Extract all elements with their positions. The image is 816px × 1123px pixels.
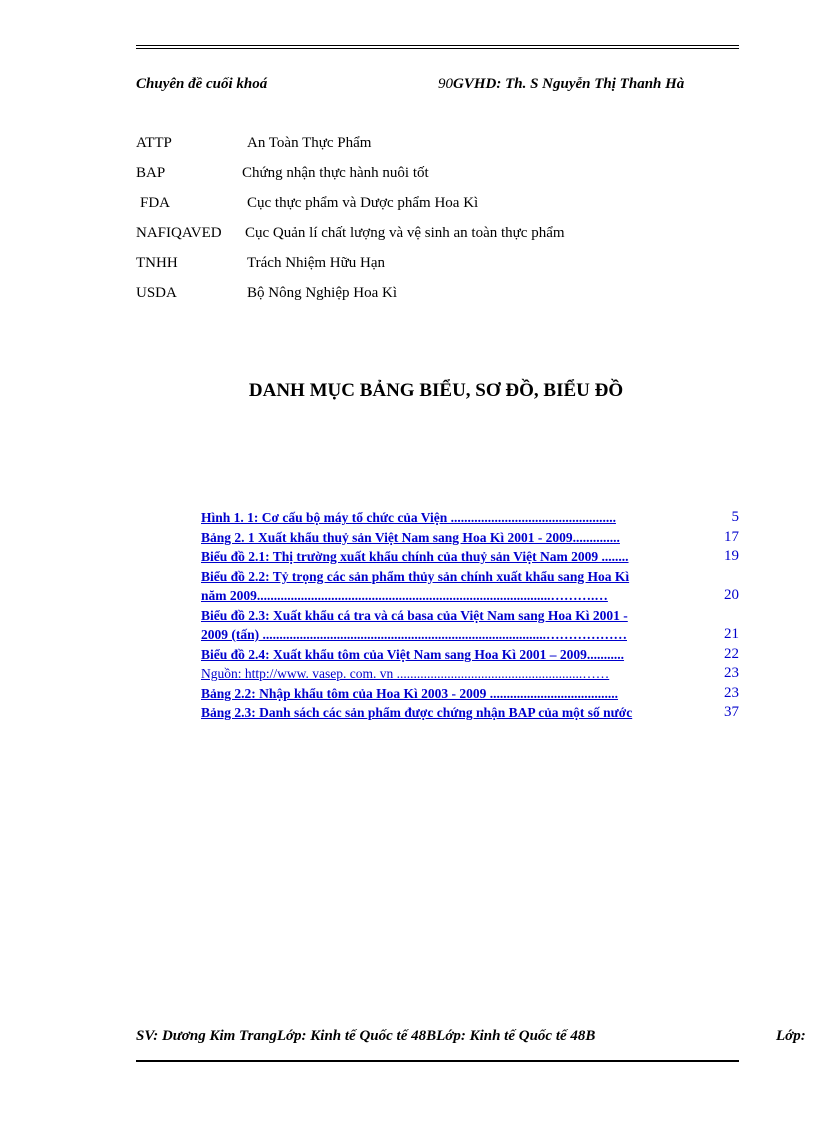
header-rule — [136, 45, 739, 49]
abbreviation-desc: Chứng nhận thực hành nuôi tốt — [242, 165, 429, 181]
abbreviation-code: TNHH — [136, 255, 178, 271]
footer-student-info: SV: Dương Kim TrangLớp: Kinh tế Quốc tế 48BLớp: Kinh tế Quốc tế 48B — [136, 1028, 596, 1044]
toc-page-number: 19 — [724, 548, 739, 564]
header-supervisor — [438, 76, 684, 93]
toc-link-text: Biểu đồ 2.1: Thị trường xuất khẩu chính của thuỷ sản Việt Nam 2009 ........ — [201, 549, 629, 564]
toc-link[interactable] — [201, 625, 741, 645]
toc-link-text: Nguồn: http://www. vasep. com. vn .......................................................…… — [201, 666, 610, 681]
toc-link-text: Biểu đồ 2.2: Tỷ trọng các sản phẩm thủy sản chính xuất khẩu sang Hoa Kì — [201, 568, 630, 584]
toc-link[interactable] — [201, 508, 741, 528]
toc-page-number: 37 — [724, 704, 739, 720]
page-footer — [136, 1028, 816, 1045]
abbreviation-desc: Cục thực phẩm và Dược phẩm Hoa Kì — [247, 195, 479, 211]
supervisor-name: GVHD: Th. S Nguyễn Thị Thanh Hà — [453, 76, 685, 92]
toc-link[interactable] — [201, 703, 741, 723]
toc-page-number: 20 — [724, 587, 739, 603]
toc-link-text: Bảng 2. 1 Xuất khẩu thuỷ sản Việt Nam sang Hoa Kì 2001 - 2009.............. — [201, 529, 620, 545]
toc-link[interactable] — [201, 664, 741, 684]
toc-link[interactable] — [201, 586, 741, 606]
abbreviation-desc: Trách Nhiệm Hữu Hạn — [247, 255, 385, 271]
toc-link-text: Hình 1. 1: Cơ cấu bộ máy tổ chức của Viện ................................................. — [201, 510, 616, 525]
toc-link-text: Bảng 2.2: Nhập khẩu tôm của Hoa Kì 2003 - 2009 ...................................... — [201, 685, 619, 701]
table-of-figures — [201, 508, 741, 723]
toc-page-number: 5 — [731, 509, 739, 525]
toc-link[interactable] — [201, 567, 741, 587]
toc-link[interactable] — [201, 547, 741, 567]
toc-link[interactable] — [201, 606, 741, 626]
abbreviation-code: FDA — [140, 195, 171, 211]
footer-rule — [136, 1060, 739, 1062]
toc-page-number: 23 — [724, 684, 739, 701]
footer-class-label: Lớp: — [776, 1028, 806, 1044]
toc-link-text: năm 2009.......................................................................................……….… — [201, 588, 608, 603]
toc-link[interactable] — [201, 684, 741, 704]
abbreviation-desc: An Toàn Thực Phẩm — [247, 135, 372, 151]
toc-link[interactable] — [201, 528, 741, 548]
toc-page-number: 17 — [724, 528, 739, 545]
toc-link[interactable] — [201, 645, 741, 665]
abbreviation-code: ATTP — [136, 135, 172, 151]
abbreviation-code: NAFIQAVED — [136, 225, 222, 241]
header-course-title: Chuyên đề cuối khoá — [136, 76, 268, 92]
toc-link-text: Biểu đồ 2.4: Xuất khẩu tôm của Việt Nam sang Hoa Kì 2001 – 2009........... — [201, 646, 625, 662]
abbreviation-desc: Cục Quản lí chất lượng và vệ sinh an toàn thực phẩm — [245, 225, 565, 241]
abbreviation-code: USDA — [136, 285, 177, 301]
section-title: DANH MỤC BẢNG BIỂU, SƠ ĐỒ, BIỂU ĐỒ — [248, 380, 624, 401]
toc-link-text: 2009 (tấn) ....................................................................................……………… — [201, 627, 627, 642]
page-number: 90 — [438, 76, 453, 92]
toc-page-number: 22 — [724, 645, 739, 662]
abbreviation-code: BAP — [136, 165, 166, 181]
toc-page-number: 21 — [724, 626, 739, 642]
toc-link-text: Biểu đồ 2.3: Xuất khẩu cá tra và cá basa của Việt Nam sang Hoa Kì 2001 - — [201, 607, 628, 623]
abbreviation-desc: Bộ Nông Nghiệp Hoa Kì — [247, 285, 397, 301]
toc-link-text: Bảng 2.3: Danh sách các sản phẩm được chứng nhận BAP của một số nước — [201, 705, 633, 720]
toc-page-number: 23 — [724, 665, 739, 681]
